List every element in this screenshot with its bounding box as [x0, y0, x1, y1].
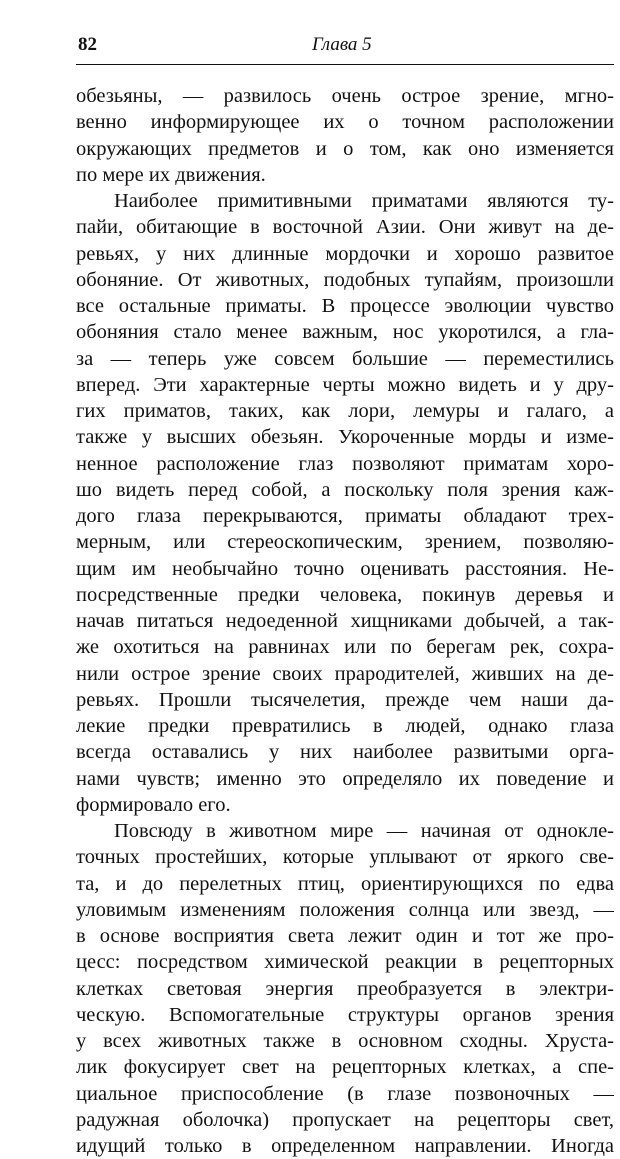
text-line: радужная оболочка) пропускает на рецепторы свет, — [76, 1108, 614, 1131]
text-line: ческую. Вспомогательные структуры органов зрения — [76, 1003, 614, 1026]
paragraph — [76, 83, 614, 188]
page-header — [76, 30, 614, 60]
text-line: точных простейших, которые уплывают от яркого све- — [76, 846, 614, 869]
text-line: клетках световая энергия преобразуется в электри- — [76, 977, 614, 1000]
text-line: всегда оставались у них наиболее развитыми орга- — [76, 741, 614, 764]
text-line: также у высших обезьян. Укороченные морды и изме- — [76, 426, 614, 449]
text-line: Повсюду в животном мире — начиная от однокле- — [114, 820, 614, 842]
text-line: все остальные приматы. В процессе эволюции чувство — [76, 295, 614, 317]
text-line: же охотиться на равнинах или по берегам рек, сохра- — [76, 636, 614, 659]
text-line: лик фокусирует свет на рецепторных клетках, а спе- — [76, 1056, 614, 1079]
text-line: щим им необычайно точно оценивать расстояния. Не- — [76, 557, 614, 580]
text-line: вперед. Эти характерные черты можно видеть и у дру- — [76, 373, 614, 396]
text-line: пайи, обитающие в восточной Азии. Они живут на де- — [76, 216, 614, 239]
text-line: по мере их движения. — [76, 163, 266, 186]
text-line: в основе восприятия света лежит один и тот же про- — [76, 925, 614, 947]
text-line: дого глаза перекрываются, приматы обладают трех- — [76, 505, 614, 527]
text-line: окружающих предметов и о том, как оно изменяется — [76, 137, 614, 160]
text-line: посредственные предки человека, покинув деревья и — [76, 583, 614, 606]
body-text — [76, 83, 614, 1159]
text-line: за — теперь уже совсем большие — переместились — [76, 347, 614, 370]
book-page — [76, 30, 614, 1157]
text-line: обоняния стало менее важным, нос укоротился, а гла- — [76, 321, 614, 344]
text-line: лекие предки превратились в людей, однако глаза — [76, 715, 614, 737]
text-line: цесс: посредством химической реакции в рецепторных — [76, 951, 614, 974]
text-line: ненное расположение глаз позволяют приматам хоро- — [76, 452, 614, 475]
paragraph — [76, 818, 614, 1159]
text-line: Наиболее примитивными приматами являются ту- — [114, 190, 614, 212]
text-line: обезьяны, — развилось очень острое зрение, мгно- — [76, 85, 614, 107]
text-line: гих приматов, таких, как лори, лемуры и галаго, а — [76, 400, 614, 422]
running-head: Глава 5 — [312, 34, 372, 55]
text-line: обоняние. От животных, подобных тупайям, произошли — [76, 268, 614, 291]
text-line: идущий только в определенном направлении. Иногда — [76, 1135, 614, 1157]
text-line: та, и до перелетных птиц, ориентирующихся по едва — [76, 872, 614, 895]
text-line: у всех животных также в основном сходны. Хруста- — [76, 1030, 614, 1052]
text-line: ревьях. Прошли тысячелетия, прежде чем наши да- — [76, 688, 614, 711]
text-line: циальное приспособление (в глазе позвоночных — — [76, 1082, 614, 1105]
header-rule — [76, 64, 614, 65]
text-line: мерным, или стереоскопическим, зрением, позволяю- — [76, 531, 614, 554]
text-line: нами чувств; именно это определяло их поведение и — [76, 767, 614, 790]
text-line: начав питаться недоеденной хищниками добычей, а так- — [76, 610, 614, 632]
text-line: формировало его. — [76, 793, 231, 816]
text-line: нили острое зрение своих прародителей, живших на де- — [76, 662, 614, 685]
paragraph — [76, 188, 614, 818]
text-line: шо видеть перед собой, а поскольку поля зрения каж- — [76, 478, 614, 501]
text-line: уловимым изменениям положения солнца или звезд, — — [76, 898, 614, 921]
text-line: ревьях, у них длинные мордочки и хорошо развитое — [76, 242, 614, 265]
page-number: 82 — [78, 34, 97, 55]
text-line: венно информирующее их о точном расположении — [76, 111, 614, 134]
